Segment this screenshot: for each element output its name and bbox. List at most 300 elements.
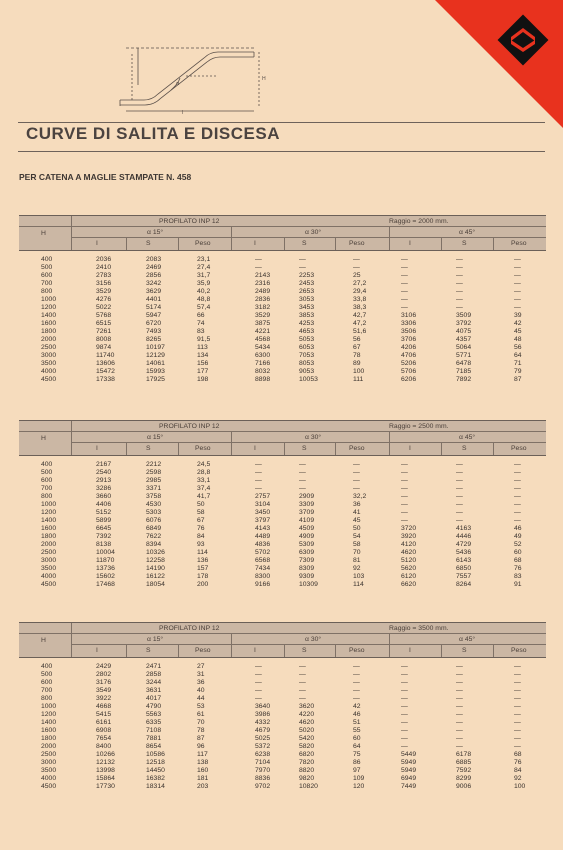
table-cell: 4163 <box>456 525 472 532</box>
table-cell: 4357 <box>456 336 472 343</box>
table-cell: 93 <box>197 541 205 548</box>
table-cell: 3450 <box>255 509 271 516</box>
header-divider <box>441 442 442 455</box>
table-cell: 600 <box>41 679 53 686</box>
header-divider <box>389 633 390 657</box>
table-cell: 39 <box>514 312 522 319</box>
table-cell: — <box>456 711 463 718</box>
table-cell: 45 <box>514 328 522 335</box>
table-row <box>19 509 546 517</box>
header-divider <box>71 623 72 633</box>
table-cell: — <box>353 485 360 492</box>
table-cell: 4836 <box>255 541 271 548</box>
table-cell: 2757 <box>255 493 271 500</box>
radius-label: Raggio = 2000 mm. <box>389 218 449 225</box>
column-header: Peso <box>195 445 211 452</box>
table-cell: — <box>456 501 463 508</box>
header-divider <box>178 442 179 455</box>
column-header: S <box>146 240 151 247</box>
table-cell: 68 <box>514 751 522 758</box>
table-cell: — <box>401 727 408 734</box>
title-rule-bottom <box>18 151 545 152</box>
table-cell: — <box>401 296 408 303</box>
table-cell: 2429 <box>96 663 112 670</box>
table-cell: 46 <box>514 525 522 532</box>
table-cell: — <box>255 256 262 263</box>
table-row <box>19 469 546 477</box>
table-cell: 60 <box>353 735 361 742</box>
table-cell: 6849 <box>146 525 162 532</box>
table-cell: 6885 <box>456 759 472 766</box>
table-cell: — <box>299 671 306 678</box>
table-cell: 54 <box>353 533 361 540</box>
header-divider <box>493 237 494 250</box>
table-cell: 5947 <box>146 312 162 319</box>
table-cell: 27,2 <box>353 280 367 287</box>
column-header: S <box>462 445 467 452</box>
table-cell: 12132 <box>96 759 115 766</box>
table-cell: — <box>514 719 521 726</box>
table-body <box>19 456 546 593</box>
header-divider <box>231 431 232 455</box>
table-cell: 64 <box>353 743 361 750</box>
table-cell: — <box>456 288 463 295</box>
table-cell: 700 <box>41 687 53 694</box>
table-cell: 52 <box>514 541 522 548</box>
table-cell: 14061 <box>146 360 165 367</box>
table-cell: 58 <box>197 509 205 516</box>
table-cell: 4500 <box>41 783 57 790</box>
table-cell: — <box>514 256 521 263</box>
table-row <box>19 687 546 695</box>
table-cell: 100 <box>353 368 365 375</box>
table-cell: — <box>514 509 521 516</box>
table-cell: 64 <box>514 352 522 359</box>
table-cell: 10820 <box>299 783 318 790</box>
table-cell: 83 <box>197 328 205 335</box>
table-cell: — <box>255 469 262 476</box>
table-cell: — <box>456 727 463 734</box>
table-cell: — <box>456 280 463 287</box>
table-cell: 3758 <box>146 493 162 500</box>
table-cell: 28,8 <box>197 469 211 476</box>
table-cell: 8008 <box>96 336 112 343</box>
table-cell: 8299 <box>456 775 472 782</box>
table-cell: — <box>456 461 463 468</box>
table-row <box>19 344 546 352</box>
table-cell: — <box>299 461 306 468</box>
table-cell: — <box>299 469 306 476</box>
column-header: Peso <box>511 240 527 247</box>
table-cell: 10586 <box>146 751 165 758</box>
table-cell: 2000 <box>41 336 57 343</box>
table-cell: 46 <box>353 711 361 718</box>
table-cell: 5206 <box>401 360 417 367</box>
brand-logo-icon <box>497 14 549 66</box>
table-cell: — <box>255 663 262 670</box>
angle-30-header: α 30° <box>305 229 322 236</box>
table-cell: — <box>514 703 521 710</box>
table-cell: 3286 <box>96 485 112 492</box>
table-cell: 13606 <box>96 360 115 367</box>
table-cell: 1800 <box>41 735 57 742</box>
table-cell: — <box>456 272 463 279</box>
table-cell: 17338 <box>96 376 115 383</box>
table-cell: — <box>299 679 306 686</box>
table-cell: 1200 <box>41 711 57 718</box>
column-header: I <box>409 445 411 452</box>
radius-label: Raggio = 3500 mm. <box>389 625 449 632</box>
table-cell: 53 <box>197 703 205 710</box>
table-cell: 66 <box>197 312 205 319</box>
table-cell: 2985 <box>146 477 162 484</box>
table-cell: 3453 <box>299 304 315 311</box>
table-row <box>19 485 546 493</box>
table-row <box>19 368 546 376</box>
table-cell: 92 <box>514 775 522 782</box>
table-cell: 5053 <box>299 336 315 343</box>
table-cell: 11740 <box>96 352 115 359</box>
table-cell: 6120 <box>401 573 417 580</box>
header-divider <box>389 431 390 455</box>
table-cell: — <box>456 296 463 303</box>
table-row <box>19 360 546 368</box>
table-cell: 3500 <box>41 767 57 774</box>
table-cell: 2802 <box>96 671 112 678</box>
table-cell: 3792 <box>456 320 472 327</box>
table-cell: — <box>514 687 521 694</box>
table-cell: 6720 <box>146 320 162 327</box>
table-cell: 4332 <box>255 719 271 726</box>
table-cell: 5899 <box>96 517 112 524</box>
table-cell: 67 <box>353 344 361 351</box>
table-cell: 8138 <box>96 541 112 548</box>
table-cell: — <box>255 477 262 484</box>
table-cell: — <box>299 264 306 271</box>
table-cell: 4017 <box>146 695 162 702</box>
h-column-header: H <box>41 637 46 644</box>
column-header: I <box>409 240 411 247</box>
table-cell: 40 <box>197 687 205 694</box>
table-cell: 5025 <box>255 735 271 742</box>
header-divider <box>441 237 442 250</box>
table-cell: 4253 <box>299 320 315 327</box>
table-cell: 25 <box>353 272 361 279</box>
header-divider <box>284 237 285 250</box>
table-cell: — <box>401 469 408 476</box>
table-cell: 16122 <box>146 573 165 580</box>
table-cell: 5563 <box>146 711 162 718</box>
table-cell: 5436 <box>456 549 472 556</box>
table-cell: 36 <box>353 501 361 508</box>
table-cell: 113 <box>197 344 208 351</box>
table-cell: 7881 <box>146 735 162 742</box>
table-cell: — <box>514 711 521 718</box>
table-cell: — <box>353 256 360 263</box>
table-cell: 2212 <box>146 461 162 468</box>
table-cell: — <box>401 671 408 678</box>
table-cell: 109 <box>353 775 365 782</box>
angle-15-header: α 15° <box>147 434 164 441</box>
table-cell: 600 <box>41 272 53 279</box>
table-cell: — <box>514 469 521 476</box>
table-cell: 177 <box>197 368 209 375</box>
table-cell: 6206 <box>401 376 417 383</box>
table-cell: — <box>401 509 408 516</box>
table-cell: 84 <box>514 767 522 774</box>
table-cell: 84 <box>197 533 205 540</box>
table-cell: 400 <box>41 256 53 263</box>
data-table <box>19 215 546 388</box>
table-cell: 10266 <box>96 751 115 758</box>
table-cell: 3529 <box>255 312 271 319</box>
table-cell: 67 <box>197 517 205 524</box>
angle-45-header: α 45° <box>459 434 476 441</box>
table-cell: 8300 <box>255 573 271 580</box>
header-divider <box>231 633 232 657</box>
table-cell: 83 <box>514 573 522 580</box>
table-cell: 17925 <box>146 376 165 383</box>
table-cell: 157 <box>197 565 209 572</box>
table-cell: 75 <box>353 751 361 758</box>
table-cell: 17730 <box>96 783 115 790</box>
table-cell: 500 <box>41 671 53 678</box>
table-cell: 9874 <box>96 344 112 351</box>
table-cell: 91,5 <box>197 336 211 343</box>
table-cell: 86 <box>353 759 361 766</box>
table-cell: 71 <box>514 360 522 367</box>
table-row <box>19 549 546 557</box>
table-row <box>19 352 546 360</box>
table-row <box>19 312 546 320</box>
column-header: I <box>254 647 256 654</box>
table-cell: 8898 <box>255 376 271 383</box>
page-subtitle: PER CATENA A MAGLIE STAMPATE N. 458 <box>19 172 192 182</box>
table-cell: 1200 <box>41 509 57 516</box>
table-cell: 76 <box>514 759 522 766</box>
header-divider <box>126 442 127 455</box>
table-cell: — <box>401 485 408 492</box>
header-divider <box>126 644 127 657</box>
table-row <box>19 477 546 485</box>
table-cell: 3371 <box>146 485 162 492</box>
table-row <box>19 695 546 703</box>
table-cell: 74 <box>197 320 205 327</box>
table-cell: 8836 <box>255 775 271 782</box>
table-cell: 58 <box>353 541 361 548</box>
table-cell: 10326 <box>146 549 165 556</box>
table-row <box>19 775 546 783</box>
table-cell: — <box>401 461 408 468</box>
table-cell: — <box>299 477 306 484</box>
table-cell: 11870 <box>96 557 115 564</box>
table-cell: — <box>299 485 306 492</box>
table-cell: 89 <box>353 360 361 367</box>
table-cell: 9702 <box>255 783 271 790</box>
table-row <box>19 711 546 719</box>
curve-technical-drawing <box>116 40 276 115</box>
table-cell: 81 <box>353 557 361 564</box>
table-cell: — <box>514 663 521 670</box>
table-row <box>19 256 546 264</box>
table-cell: 37,4 <box>197 485 211 492</box>
radius-label: Raggio = 2500 mm. <box>389 423 449 430</box>
table-cell: 2783 <box>96 272 112 279</box>
table-cell: 7820 <box>299 759 315 766</box>
table-row <box>19 573 546 581</box>
table-cell: 800 <box>41 288 53 295</box>
table-cell: 4000 <box>41 573 57 580</box>
table-cell: 15993 <box>146 368 165 375</box>
table-cell: 5449 <box>401 751 417 758</box>
table-cell: 5706 <box>401 368 417 375</box>
column-header: I <box>254 445 256 452</box>
table-row <box>19 493 546 501</box>
table-cell: 3000 <box>41 352 57 359</box>
table-cell: 4109 <box>299 517 315 524</box>
table-cell: 15472 <box>96 368 115 375</box>
table-cell: 6908 <box>96 727 112 734</box>
table-cell: 400 <box>41 663 53 670</box>
table-cell: — <box>456 509 463 516</box>
table-body <box>19 658 546 795</box>
table-cell: 120 <box>353 783 365 790</box>
table-cell: — <box>456 719 463 726</box>
table-cell: 44 <box>197 695 205 702</box>
table-cell: 1800 <box>41 328 57 335</box>
table-cell: 160 <box>197 767 209 774</box>
table-cell: 2598 <box>146 469 162 476</box>
table-cell: 15864 <box>96 775 115 782</box>
table-cell: 87 <box>197 735 205 742</box>
column-header: S <box>302 647 307 654</box>
table-row <box>19 328 546 336</box>
table-cell: — <box>255 695 262 702</box>
table-cell: 5152 <box>96 509 112 516</box>
table-cell: 3500 <box>41 565 57 572</box>
table-cell: 7493 <box>146 328 162 335</box>
header-divider <box>493 644 494 657</box>
table-cell: — <box>456 304 463 311</box>
table-cell: 60 <box>514 549 522 556</box>
table-cell: 14450 <box>146 767 165 774</box>
table-cell: — <box>353 671 360 678</box>
table-cell: — <box>353 663 360 670</box>
table-cell: 2500 <box>41 549 57 556</box>
table-cell: 4276 <box>96 296 112 303</box>
table-row <box>19 727 546 735</box>
table-row <box>19 767 546 775</box>
table-cell: — <box>255 687 262 694</box>
column-header: I <box>409 647 411 654</box>
table-cell: 4668 <box>96 703 112 710</box>
header-divider <box>126 237 127 250</box>
table-row <box>19 376 546 384</box>
table-cell: 5768 <box>96 312 112 319</box>
table-cell: 42 <box>353 703 361 710</box>
table-cell: — <box>255 264 262 271</box>
table-row <box>19 517 546 525</box>
table-cell: 10053 <box>299 376 318 383</box>
table-cell: 3706 <box>401 336 417 343</box>
table-cell: 41 <box>353 509 361 516</box>
table-cell: 2500 <box>41 344 57 351</box>
table-cell: 3242 <box>146 280 162 287</box>
svg-text:I: I <box>182 110 184 115</box>
table-cell: 7622 <box>146 533 162 540</box>
table-cell: 51,6 <box>353 328 367 335</box>
table-cell: 2836 <box>255 296 271 303</box>
page-title: CURVE DI SALITA E DISCESA <box>26 124 280 143</box>
table-cell: 87 <box>514 376 522 383</box>
table-cell: — <box>456 735 463 742</box>
table-cell: 2856 <box>146 272 162 279</box>
table-cell: 5434 <box>255 344 271 351</box>
table-cell: 5064 <box>456 344 472 351</box>
table-cell: 6161 <box>96 719 112 726</box>
table-cell: 7185 <box>456 368 472 375</box>
table-cell: 2489 <box>255 288 271 295</box>
table-cell: 48 <box>514 336 522 343</box>
table-cell: — <box>353 461 360 468</box>
table-cell: 1600 <box>41 320 57 327</box>
table-cell: 76 <box>514 565 522 572</box>
table-cell: 78 <box>197 727 205 734</box>
table-cell: 2167 <box>96 461 112 468</box>
table-cell: — <box>514 727 521 734</box>
header-divider <box>178 237 179 250</box>
table-cell: 5949 <box>401 759 417 766</box>
table-cell: 4729 <box>456 541 472 548</box>
table-cell: 2453 <box>299 280 315 287</box>
table-cell: 700 <box>41 485 53 492</box>
table-cell: — <box>514 679 521 686</box>
table-cell: — <box>456 695 463 702</box>
table-cell: — <box>353 687 360 694</box>
profile-label: PROFILATO INP 12 <box>159 423 220 430</box>
table-cell: 7434 <box>255 565 271 572</box>
table-cell: 4500 <box>41 581 57 588</box>
table-cell: 50 <box>197 501 205 508</box>
table-cell: 42,7 <box>353 312 367 319</box>
table-row <box>19 296 546 304</box>
table-cell: 7166 <box>255 360 271 367</box>
table-cell: 6143 <box>456 557 472 564</box>
table-cell: 3106 <box>401 312 417 319</box>
table-row <box>19 719 546 727</box>
table-cell: 600 <box>41 477 53 484</box>
table-cell: 56 <box>514 344 522 351</box>
svg-text:H: H <box>262 76 266 82</box>
table-cell: 50 <box>353 525 361 532</box>
table-cell: — <box>514 501 521 508</box>
table-cell: — <box>255 461 262 468</box>
table-cell: 4143 <box>255 525 271 532</box>
table-cell: 6300 <box>255 352 271 359</box>
header-divider <box>71 431 72 455</box>
table-cell: 4620 <box>401 549 417 556</box>
table-cell: 91 <box>514 581 522 588</box>
column-header: S <box>302 445 307 452</box>
table-cell: 24,5 <box>197 461 211 468</box>
table-cell: — <box>401 719 408 726</box>
table-cell: 7309 <box>299 557 315 564</box>
table-cell: 3720 <box>401 525 417 532</box>
table-cell: 33,1 <box>197 477 211 484</box>
table-cell: 4909 <box>299 533 315 540</box>
table-cell: — <box>456 264 463 271</box>
table-cell: 6309 <box>299 549 315 556</box>
